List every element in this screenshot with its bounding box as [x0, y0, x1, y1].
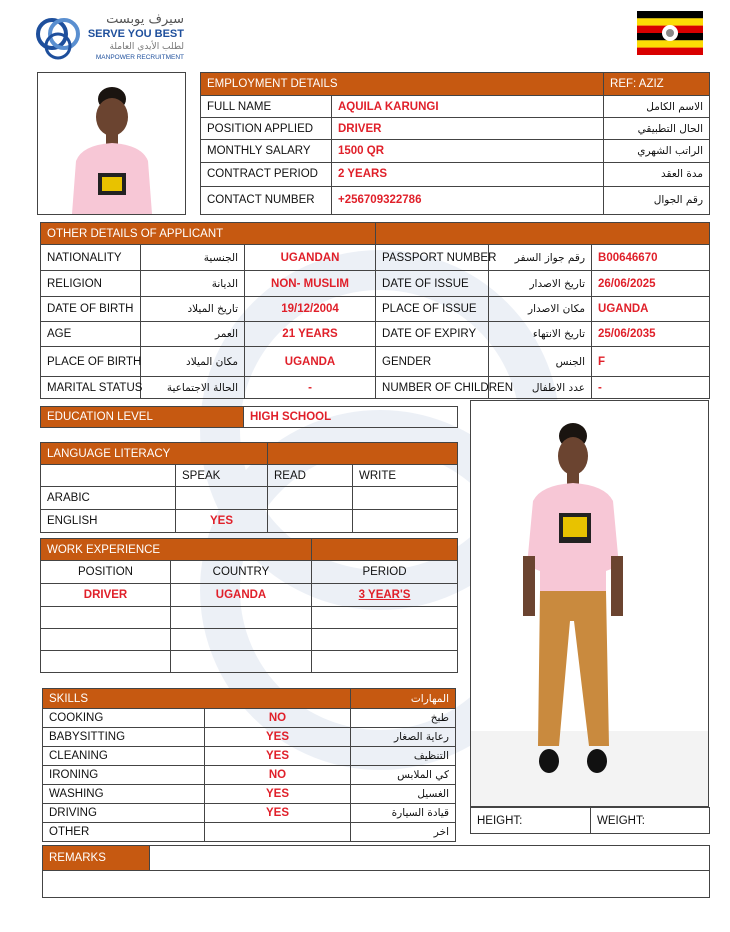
marital-status-label: MARITAL STATUS: [41, 377, 141, 399]
language-literacy-header: LANGUAGE LITERACY: [41, 443, 268, 465]
work-country-value: UGANDA: [171, 584, 312, 607]
monthly-salary-value: 1500 QR: [332, 140, 604, 162]
english-speak: YES: [176, 510, 268, 533]
date-of-issue-ar: تاريخ الاصدار: [489, 271, 592, 297]
work-experience-header: WORK EXPERIENCE: [41, 539, 312, 561]
remarks-value: [150, 846, 710, 871]
language-english-label: ENGLISH: [41, 510, 176, 533]
employment-details-table: [200, 72, 709, 215]
place-of-issue-ar: مكان الاصدار: [489, 297, 592, 322]
position-applied-label: POSITION APPLIED: [201, 118, 332, 140]
skills-header-ar: المهارات: [351, 689, 456, 709]
logo-name: SERVE YOU BEST: [87, 28, 184, 40]
date-of-birth-ar: تاريخ الميلاد: [141, 297, 245, 322]
age-value: 21 YEARS: [245, 322, 376, 347]
work-empty-cell: [312, 629, 458, 651]
education-level-value: HIGH SCHOOL: [244, 407, 458, 428]
language-literacy-table: [40, 442, 457, 532]
weight-label: WEIGHT:: [591, 808, 710, 834]
age-ar: العمر: [141, 322, 245, 347]
gender-label: GENDER: [376, 347, 489, 377]
work-empty-cell: [171, 629, 312, 651]
arabic-speak: [176, 487, 268, 510]
skill-washing-ar: الغسيل: [351, 785, 456, 804]
remarks-table: [42, 845, 709, 897]
date-of-birth-value: 19/12/2004: [245, 297, 376, 322]
place-of-birth-ar: مكان الميلاد: [141, 347, 245, 377]
work-empty-cell: [171, 607, 312, 629]
work-empty-cell: [171, 651, 312, 673]
work-empty-cell: [312, 651, 458, 673]
employment-details-header: EMPLOYMENT DETAILS: [201, 73, 604, 96]
skill-cooking-value: NO: [205, 709, 351, 728]
logo-arabic-sub: لطلب الأيدي العاملة: [109, 42, 184, 52]
religion-ar: الديانة: [141, 271, 245, 297]
nationality-value: UGANDAN: [245, 245, 376, 271]
date-of-birth-label: DATE OF BIRTH: [41, 297, 141, 322]
logo-arabic: سيرف يوبست: [106, 12, 184, 27]
contact-number-value: +256709322786: [332, 186, 604, 214]
period-col-header: PERIOD: [312, 561, 458, 584]
height-weight-table: [470, 807, 709, 834]
skill-driving-value: YES: [205, 804, 351, 823]
english-write: [353, 510, 458, 533]
work-period-value: 3 YEAR'S: [312, 584, 458, 607]
remarks-label: REMARKS: [43, 846, 150, 871]
remarks-empty-row: [43, 871, 710, 898]
nationality-label: NATIONALITY: [41, 245, 141, 271]
full-body-photo: [470, 400, 709, 807]
place-of-birth-value: UGANDA: [245, 347, 376, 377]
passport-number-value: B00646670: [592, 245, 710, 271]
number-of-children-ar: عدد الاطفال: [489, 377, 592, 399]
language-col-blank: [41, 465, 176, 487]
skill-babysitting-ar: رعاية الصغار: [351, 728, 456, 747]
skill-cleaning-label: CLEANING: [43, 747, 205, 766]
company-logo: [34, 12, 184, 64]
read-col-header: READ: [268, 465, 353, 487]
skills-header: SKILLS: [43, 689, 351, 709]
place-of-issue-label: PLACE OF ISSUE: [376, 297, 489, 322]
number-of-children-label: NUMBER OF CHILDREN: [376, 377, 489, 399]
date-of-expiry-value: 25/06/2035: [592, 322, 710, 347]
other-details-header-blank: [376, 223, 710, 245]
other-details-table: [40, 222, 709, 398]
date-of-issue-value: 26/06/2025: [592, 271, 710, 297]
height-label: HEIGHT:: [471, 808, 591, 834]
work-position-value: DRIVER: [41, 584, 171, 607]
passport-number-label: PASSPORT NUMBER: [376, 245, 489, 271]
country-col-header: COUNTRY: [171, 561, 312, 584]
date-of-expiry-label: DATE OF EXPIRY: [376, 322, 489, 347]
full-name-label: FULL NAME: [201, 96, 332, 118]
other-details-header: OTHER DETAILS OF APPLICANT: [41, 223, 376, 245]
position-col-header: POSITION: [41, 561, 171, 584]
skill-ironing-ar: كي الملابس: [351, 766, 456, 785]
arabic-read: [268, 487, 353, 510]
skill-cooking-label: COOKING: [43, 709, 205, 728]
contact-number-label: CONTACT NUMBER: [201, 186, 332, 214]
uganda-flag-icon: [637, 11, 703, 55]
contract-period-label: CONTRACT PERIOD: [201, 162, 332, 186]
skills-table: [42, 688, 455, 841]
portrait-photo: [37, 72, 186, 215]
date-of-expiry-ar: تاريخ الانتهاء: [489, 322, 592, 347]
work-empty-cell: [41, 607, 171, 629]
number-of-children-value: -: [592, 377, 710, 399]
skill-ironing-label: IRONING: [43, 766, 205, 785]
nationality-ar: الجنسية: [141, 245, 245, 271]
skill-babysitting-label: BABYSITTING: [43, 728, 205, 747]
skill-washing-value: YES: [205, 785, 351, 804]
contract-period-ar: مدة العقد: [604, 162, 710, 186]
skill-other-ar: اخر: [351, 823, 456, 842]
work-empty-cell: [41, 629, 171, 651]
place-of-issue-value: UGANDA: [592, 297, 710, 322]
place-of-birth-label: PLACE OF BIRTH: [41, 347, 141, 377]
write-col-header: WRITE: [353, 465, 458, 487]
position-applied-ar: الحال التطبيقي: [604, 118, 710, 140]
work-empty-cell: [41, 651, 171, 673]
skill-washing-label: WASHING: [43, 785, 205, 804]
work-experience-table: [40, 538, 457, 673]
contact-number-ar: رقم الجوال: [604, 186, 710, 214]
skill-ironing-value: NO: [205, 766, 351, 785]
work-empty-cell: [312, 607, 458, 629]
age-label: AGE: [41, 322, 141, 347]
religion-value: NON- MUSLIM: [245, 271, 376, 297]
skill-cleaning-value: YES: [205, 747, 351, 766]
work-experience-header-blank: [312, 539, 458, 561]
religion-label: RELIGION: [41, 271, 141, 297]
skill-cleaning-ar: التنظيف: [351, 747, 456, 766]
skill-cooking-ar: طبخ: [351, 709, 456, 728]
speak-col-header: SPEAK: [176, 465, 268, 487]
position-applied-value: DRIVER: [332, 118, 604, 140]
monthly-salary-label: MONTHLY SALARY: [201, 140, 332, 162]
monthly-salary-ar: الراتب الشهري: [604, 140, 710, 162]
passport-number-ar: رقم جواز السفر: [489, 245, 592, 271]
english-read: [268, 510, 353, 533]
contract-period-value: 2 YEARS: [332, 162, 604, 186]
skill-driving-ar: قيادة السيارة: [351, 804, 456, 823]
full-name-ar: الاسم الكامل: [604, 96, 710, 118]
language-arabic-label: ARABIC: [41, 487, 176, 510]
marital-status-value: -: [245, 377, 376, 399]
skill-other-label: OTHER: [43, 823, 205, 842]
skill-babysitting-value: YES: [205, 728, 351, 747]
education-level-table: [40, 406, 457, 428]
education-level-label: EDUCATION LEVEL: [41, 407, 244, 428]
date-of-issue-label: DATE OF ISSUE: [376, 271, 489, 297]
language-literacy-header-blank: [268, 443, 458, 465]
logo-sub: MANPOWER RECRUITMENT: [95, 54, 184, 61]
skill-other-value: [205, 823, 351, 842]
arabic-write: [353, 487, 458, 510]
logo-icon: [34, 12, 82, 64]
full-name-value: AQUILA KARUNGI: [332, 96, 604, 118]
marital-status-ar: الحالة الاجتماعية: [141, 377, 245, 399]
skill-driving-label: DRIVING: [43, 804, 205, 823]
gender-value: F: [592, 347, 710, 377]
ref-label: REF: AZIZ: [604, 73, 710, 96]
gender-ar: الجنس: [489, 347, 592, 377]
